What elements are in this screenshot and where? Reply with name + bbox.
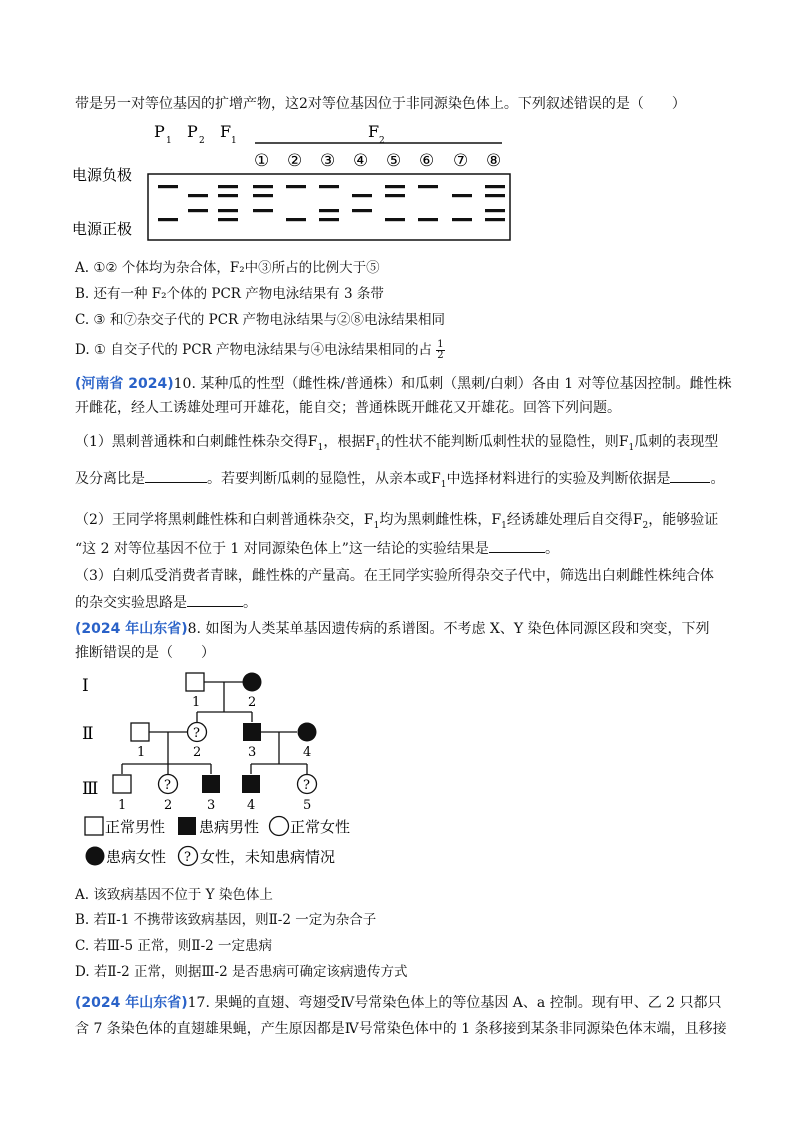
answer-blank[interactable]: [145, 468, 207, 483]
legend-normal-male-symbol: [85, 817, 103, 835]
gel-figure: [70, 118, 520, 246]
q17-source: (2024 年山东省): [75, 995, 188, 1011]
I-1-label: 1: [192, 695, 201, 710]
q9-option-d[interactable]: [75, 340, 445, 361]
gel-band: [385, 218, 405, 221]
III-1-normal-male: [113, 775, 131, 793]
gel-band: [319, 185, 339, 188]
text-span: “这 2 对等位基因不位于 1 对同源染色体上”这一结论的实验结果是: [75, 541, 489, 557]
f2-lane-number: ④: [353, 151, 369, 171]
II-3-label: 3: [248, 745, 257, 760]
gel-band: [418, 185, 438, 188]
text-span: 中选择材料进行的实验及判断依据是: [446, 471, 671, 487]
neg-electrode-label: 电源负极: [72, 166, 133, 184]
fraction: [436, 340, 444, 361]
gel-band: [253, 209, 273, 212]
legend-affected-male-symbol: [178, 817, 196, 835]
f1-symbol: $F_1$: [365, 434, 381, 453]
q9-stem: 带是另一对等位基因的扩增产物，这2对等位基因位于非同源染色体上。下列叙述错误的是（ ）: [75, 96, 686, 112]
gel-band: [385, 194, 405, 197]
q8-option-c[interactable]: C. 若Ⅲ-5 正常，则Ⅱ-2 一定患病: [75, 938, 273, 954]
gel-band: [218, 209, 238, 212]
q9-option-c[interactable]: C. ③ 和⑦杂交子代的 PCR 产物电泳结果与②⑧电泳结果相同: [75, 312, 445, 328]
q10-source: (河南省 2024): [75, 376, 174, 392]
gel-band: [418, 218, 438, 221]
II-4-affected-female: [298, 723, 317, 742]
gen-label-2: Ⅱ: [82, 724, 94, 744]
q10-p3-line2: [75, 592, 257, 613]
f2-lane-number: ③: [320, 151, 336, 171]
gel-band: [485, 194, 505, 197]
gel-band: [286, 185, 306, 188]
q10-p2-line2: [75, 538, 559, 559]
gel-band: [158, 218, 178, 221]
text-span: 经诱雄处理后自交得: [506, 512, 633, 528]
f2-lane-numbers: [254, 151, 501, 171]
q9-option-b[interactable]: B. 还有一种 F₂个体的 PCR 产物电泳结果有 3 条带: [75, 286, 384, 302]
text-span: 的杂交实验思路是: [75, 595, 187, 611]
lane-label-f2: F: [368, 122, 380, 141]
q8-option-a[interactable]: A. 该致病基因不位于 Y 染色体上: [75, 887, 273, 903]
I-1-normal-male: [186, 673, 204, 691]
III-3-label: 3: [207, 798, 216, 813]
f1-symbol: $F_1$: [363, 512, 380, 531]
q8-source: (2024 年山东省): [75, 621, 188, 637]
text-span: ，根据: [323, 434, 366, 450]
f2-lane-number: ②: [287, 151, 303, 171]
q10-line1-text: 10. 某种瓜的性型（雌性株/普通株）和瓜刺（黑刺/白刺）各由 1 对等位基因控制。雌性株: [173, 376, 732, 392]
II-1-normal-male: [131, 723, 149, 741]
II-3-affected-male: [243, 723, 261, 741]
gel-band: [253, 194, 273, 197]
III-4-label: 4: [247, 798, 256, 813]
text-span: 。: [243, 595, 257, 611]
f2-lane-number: ⑧: [486, 151, 502, 171]
III-2-question-mark: ?: [164, 778, 171, 793]
gel-box: [148, 174, 510, 240]
answer-blank[interactable]: [187, 592, 243, 607]
gel-band: [452, 194, 472, 197]
lane-sub-p1: 1: [166, 136, 172, 146]
III-4-affected-male: [242, 775, 260, 793]
q17-line1-text: 17. 果蝇的直翅、弯翅受Ⅳ号常染色体上的等位基因 A、a 控制。现有甲、乙 2 只都只: [187, 995, 722, 1011]
II-2-question-mark: ?: [193, 726, 200, 741]
f1-symbol: $F_1$: [491, 512, 507, 531]
text-span: 。: [544, 541, 559, 557]
pedigree-chart: [70, 664, 370, 814]
lane-label-f1: F: [220, 122, 232, 141]
gel-band: [485, 185, 505, 188]
text-span: （2）王同学将黑刺雌性株和白刺普通株杂交，: [75, 512, 364, 528]
I-2-label: 2: [248, 695, 257, 710]
text-span: 及分离比是: [75, 471, 145, 487]
III-5-question-mark: ?: [303, 778, 310, 793]
fraction-numerator: 1: [437, 339, 444, 350]
text-span: （1）黑刺普通株和白刺雌性株杂交得: [75, 434, 308, 450]
gel-band: [485, 218, 505, 221]
legend-affected-male-label: 患病男性: [199, 818, 260, 836]
legend-normal-female-symbol: [270, 817, 289, 836]
text-span: 均为黑刺雌性株，: [379, 512, 492, 528]
gel-band: [188, 209, 208, 212]
f2-lane-number: ⑤: [386, 151, 402, 171]
f2-symbol: $F_2$: [632, 512, 649, 531]
text-span: 的性状不能判断瓜刺性状的显隐性，则: [380, 434, 619, 450]
III-3-affected-male: [202, 775, 220, 793]
lane-sub-f1: 1: [231, 136, 237, 146]
gel-band: [158, 185, 178, 188]
q9-option-d-text: D. ① 自交子代的 PCR 产物电泳结果与④电泳结果相同的占: [75, 342, 432, 358]
q8-line2: 推断错误的是（ ）: [75, 645, 215, 661]
gen-label-1: Ⅰ: [82, 676, 89, 696]
III-1-label: 1: [118, 798, 127, 813]
q8-line1-text: 8. 如图为人类某单基因遗传病的系谱图。不考虑 X、Y 染色体同源区段和突变，下列: [187, 621, 710, 637]
q10-p1-line1: [75, 432, 718, 458]
q8-option-b[interactable]: B. 若Ⅱ-1 不携带该致病基因，则Ⅱ-2 一定为杂合子: [75, 912, 377, 928]
q8-option-d[interactable]: D. 若Ⅱ-2 正常，则据Ⅲ-2 是否患病可确定该病遗传方式: [75, 964, 408, 980]
q10-p1-line2: [75, 468, 724, 495]
III-5-label: 5: [303, 798, 312, 813]
q10-line1: [75, 374, 732, 394]
III-2-label: 2: [164, 798, 173, 813]
gel-band: [485, 209, 505, 212]
gel-band: [452, 218, 472, 221]
lane-sub-p2: 2: [199, 136, 205, 146]
lane-label-p2: P: [187, 122, 198, 141]
legend-normal-female-label: 正常女性: [290, 818, 351, 836]
fraction-denominator: 2: [437, 350, 444, 361]
answer-blank[interactable]: [489, 538, 545, 553]
II-1-label: 1: [137, 745, 146, 760]
II-2-label: 2: [193, 745, 202, 760]
gel-band: [286, 218, 306, 221]
gel-band: [385, 185, 405, 188]
gel-band: [218, 194, 238, 197]
gel-band: [253, 185, 273, 188]
f2-lane-number: ①: [254, 151, 270, 171]
lane-label-p1: P: [154, 122, 165, 141]
text-span: 瓜刺的表现型: [634, 434, 719, 450]
q9-option-a[interactable]: A. ①② 个体均为杂合体，F₂中③所占的比例大于⑤: [75, 260, 380, 276]
q17-line2: 含 7 条染色体的直翅雄果蝇，产生原因都是Ⅳ号常染色体中的 1 条移接到某条非同源染色体末端，且移接: [75, 1021, 727, 1037]
q10-line2: 开雌花，经人工诱雄处理可开雄花，能自交；普通株既开雌花又开雄花。回答下列问题。: [75, 400, 621, 416]
gen-label-3: Ⅲ: [82, 779, 99, 799]
legend-normal-male-label: 正常男性: [105, 818, 166, 836]
II-4-label: 4: [303, 745, 312, 760]
f2-lane-number: ⑦: [453, 151, 469, 171]
f1-symbol: $F_1$: [431, 471, 447, 490]
gel-band: [188, 194, 208, 197]
q10-p3-line1: （3）白刺瓜受消费者青睐，雌性株的产量高。在王同学实验所得杂交子代中，筛选出白刺雌性株纯合体: [75, 568, 714, 584]
q8-line1: [75, 619, 710, 639]
legend-unknown-female-label: 女性，未知患病情况: [200, 848, 336, 866]
text-span: ，能够验证: [648, 512, 719, 528]
gel-band: [218, 218, 238, 221]
gel-band: [352, 194, 372, 197]
gel-band: [319, 218, 339, 221]
I-2-affected-female: [243, 673, 262, 692]
lane-sub-f2: 2: [379, 136, 385, 146]
gel-band: [319, 209, 339, 212]
q17-line1: [75, 993, 722, 1013]
f1-symbol: $F_1$: [618, 434, 635, 453]
q10-p2-line1: [75, 510, 718, 536]
legend-affected-female-label: 患病女性: [106, 848, 167, 866]
gel-band: [218, 185, 238, 188]
f1-symbol: $F_1$: [307, 434, 324, 453]
pedigree-legend: [82, 812, 382, 872]
gel-bands: [158, 185, 505, 221]
text-span: 。: [710, 471, 725, 487]
legend-unknown-female-qmark: ?: [184, 850, 191, 865]
legend-affected-female-symbol: [86, 847, 105, 866]
gel-band: [352, 209, 372, 212]
pos-electrode-label: 电源正极: [72, 220, 133, 238]
answer-blank[interactable]: [670, 468, 710, 483]
f2-lane-number: ⑥: [419, 151, 435, 171]
text-span: 。若要判断瓜刺的显隐性，从亲本或: [207, 471, 431, 487]
